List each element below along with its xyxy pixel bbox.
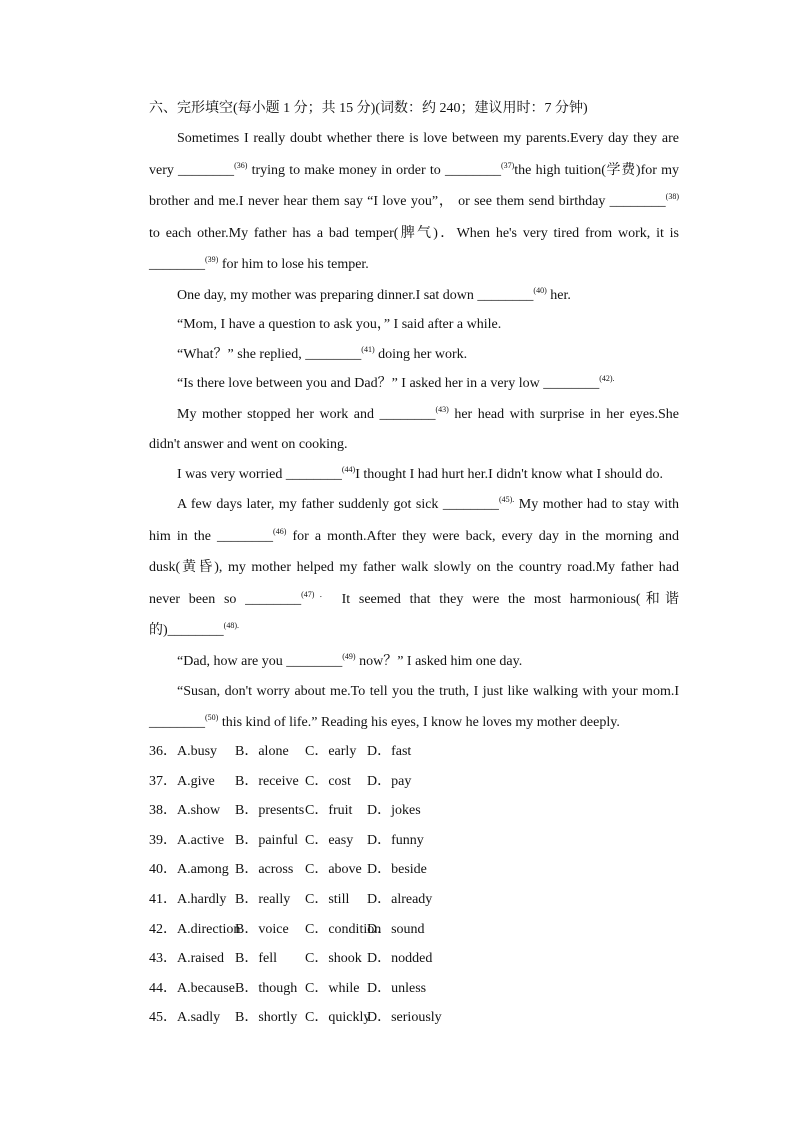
option-a[interactable]: A.among (177, 862, 229, 878)
question-row (149, 915, 679, 945)
passage-paragraph-3 (149, 310, 679, 340)
option-c[interactable]: C．easy (305, 832, 354, 848)
option-d[interactable]: D．jokes (367, 803, 421, 819)
section-heading: 六、完形填空(每小题 1 分；共 15 分)(词数：约 240；建议用时：7 分钟) (149, 101, 588, 116)
option-d[interactable]: D．nodded (367, 951, 433, 967)
option-a[interactable]: A.hardly (177, 891, 227, 907)
passage-line: 的)________$^{(48).}$ (149, 621, 239, 638)
blank-number-39: (39) (205, 255, 219, 264)
blank-number-38: (38) (665, 192, 679, 201)
blank-number-50: (50) (205, 712, 219, 722)
passage-paragraph-5 (149, 369, 679, 399)
option-d[interactable]: D．beside (367, 862, 427, 878)
question-number: 39． (149, 832, 177, 848)
question-number: 40． (149, 862, 177, 878)
blank-number-43: (43) (435, 404, 449, 414)
passage-line: ________$^{(50)}$ this kind of life.” Reading his eyes, I know he loves my mother deeply. (149, 712, 620, 730)
blank-number-37: (37) (500, 160, 515, 170)
blank-number-36: (36) (234, 160, 248, 170)
question-number: 44． (149, 980, 177, 996)
question-row (149, 767, 679, 797)
question-row (149, 855, 679, 885)
passage-line: I was very worried ________$^{(44)}$I thought I had hurt her.I didn't know what I should do. (177, 464, 663, 482)
option-b[interactable]: B．across (235, 862, 294, 878)
option-a[interactable]: A.direction (177, 921, 241, 937)
question-row (149, 737, 679, 767)
question-row (149, 944, 679, 974)
passage-paragraph-6 (149, 399, 679, 460)
question-number: 38． (149, 803, 177, 819)
option-d[interactable]: D．already (367, 891, 433, 907)
passage-paragraph-7 (149, 460, 679, 490)
option-a[interactable]: A.show (177, 803, 221, 819)
question-row (149, 974, 679, 1004)
blank-number-46: (46) (273, 526, 287, 536)
passage-line: never been so ________$^{(47).}$ It seemed that they were the most harmonious(和谐 (149, 589, 679, 607)
option-b[interactable]: B．though (235, 980, 298, 996)
question-number: 45． (149, 1010, 177, 1026)
option-c[interactable]: C．cost (305, 773, 351, 789)
passage-paragraph-2 (149, 281, 679, 311)
passage-line: to each other.My father has a bad temper(脾气)．When he's very tired from work, it is (149, 225, 679, 241)
passage-line: Sometimes I really doubt whether there is love between my parents.Every day they are (177, 131, 679, 146)
option-c[interactable]: C．above (305, 862, 362, 878)
passage-line: “Is there love between you and Dad？” I asked her in a very low ________$^{(42).}$ (177, 374, 615, 391)
passage-paragraph-9 (149, 647, 679, 677)
blank-number-49: (49) (342, 651, 356, 661)
option-d[interactable]: D．fast (367, 744, 412, 759)
option-d[interactable]: D．pay (367, 773, 412, 789)
passage-paragraph-10 (149, 676, 679, 737)
option-a[interactable]: A.sadly (177, 1010, 221, 1026)
passage-line: brother and me.I never hear them say “I love you”， or see them send birthday ________$^{(38)}$ (149, 192, 679, 209)
option-b[interactable]: B．shortly (235, 1010, 298, 1026)
question-number: 41． (149, 891, 177, 907)
blank-number-42: (42). (599, 374, 615, 383)
option-c[interactable]: C．condition (305, 921, 382, 937)
passage-line: One day, my mother was preparing dinner.I sat down ________$^{(40)}$ her. (177, 285, 571, 303)
passage-line: A few days later, my father suddenly got sick ________$^{(45).}$ My mother had to stay with (177, 495, 679, 512)
passage-line: ________$^{(39)}$ for him to lose his temper. (149, 255, 369, 272)
passage-line: “What？” she replied, ________$^{(41)}$ doing her work. (177, 344, 468, 362)
cloze-section (149, 94, 679, 1033)
passage-line: “Susan, don't worry about me.To tell you the truth, I just like walking with your mom.I (177, 684, 679, 699)
passage-paragraph-4 (149, 340, 679, 370)
passage-line: him in the ________$^{(46)}$ for a month.After they were back, every day in the morning and (149, 526, 679, 544)
option-b[interactable]: B．presents (235, 803, 305, 819)
option-c[interactable]: C．early (305, 744, 357, 759)
question-row (149, 885, 679, 915)
option-d[interactable]: D．sound (367, 921, 425, 937)
option-d[interactable]: D．funny (367, 832, 424, 848)
question-number: 37． (149, 773, 177, 789)
option-b[interactable]: B．alone (235, 744, 289, 759)
blank-number-40: (40) (533, 285, 547, 295)
option-a[interactable]: A.give (177, 773, 215, 789)
option-c[interactable]: C．still (305, 891, 350, 907)
blank-number-48: (48). (223, 621, 239, 630)
passage-paragraph-8 (149, 489, 679, 647)
option-a[interactable]: A.raised (177, 951, 225, 967)
passage-line: didn't answer and went on cooking. (149, 437, 348, 452)
blank-number-47: (47)． (301, 589, 333, 599)
question-options-list (149, 737, 679, 1033)
question-row (149, 1003, 679, 1033)
option-c[interactable]: C．shook (305, 951, 362, 967)
passage-line: “Dad, how are you ________$^{(49)}$ now？” I asked him one day. (177, 651, 523, 669)
question-number: 36． (149, 744, 177, 759)
blank-number-41: (41) (361, 344, 375, 354)
option-b[interactable]: B．fell (235, 951, 277, 967)
option-c[interactable]: C．fruit (305, 803, 353, 819)
passage-line: dusk(黄昏), my mother helped my father walk slowly on the country road.My father had (149, 560, 679, 575)
option-b[interactable]: B．really (235, 891, 291, 907)
question-number: 43． (149, 951, 177, 967)
blank-number-45: (45). (498, 495, 515, 504)
question-row (149, 826, 679, 856)
option-d[interactable]: D．seriously (367, 1010, 442, 1026)
question-number: 42． (149, 921, 177, 937)
option-c[interactable]: C．while (305, 980, 360, 996)
passage-line: My mother stopped her work and ________$^{(43)}$ her head with surprise in her eyes.She (177, 404, 679, 422)
option-b[interactable]: B．voice (235, 921, 289, 937)
option-c[interactable]: C．quickly (305, 1010, 371, 1026)
passage-paragraph-1 (149, 123, 679, 281)
option-b[interactable]: B．receive (235, 773, 299, 789)
option-d[interactable]: D．unless (367, 980, 427, 996)
passage-line: very ________$^{(36)}$ trying to make money in order to ________$^{(37)}$the high tuition(学费)for my (149, 160, 679, 178)
option-a[interactable]: A.busy (177, 744, 218, 759)
option-a[interactable]: A.active (177, 832, 225, 848)
question-row (149, 796, 679, 826)
blank-number-44: (44) (341, 464, 356, 474)
option-b[interactable]: B．painful (235, 832, 298, 848)
passage-line: “Mom, I have a question to ask you，” I said after a while. (177, 317, 502, 332)
option-a[interactable]: A.because (177, 980, 235, 996)
